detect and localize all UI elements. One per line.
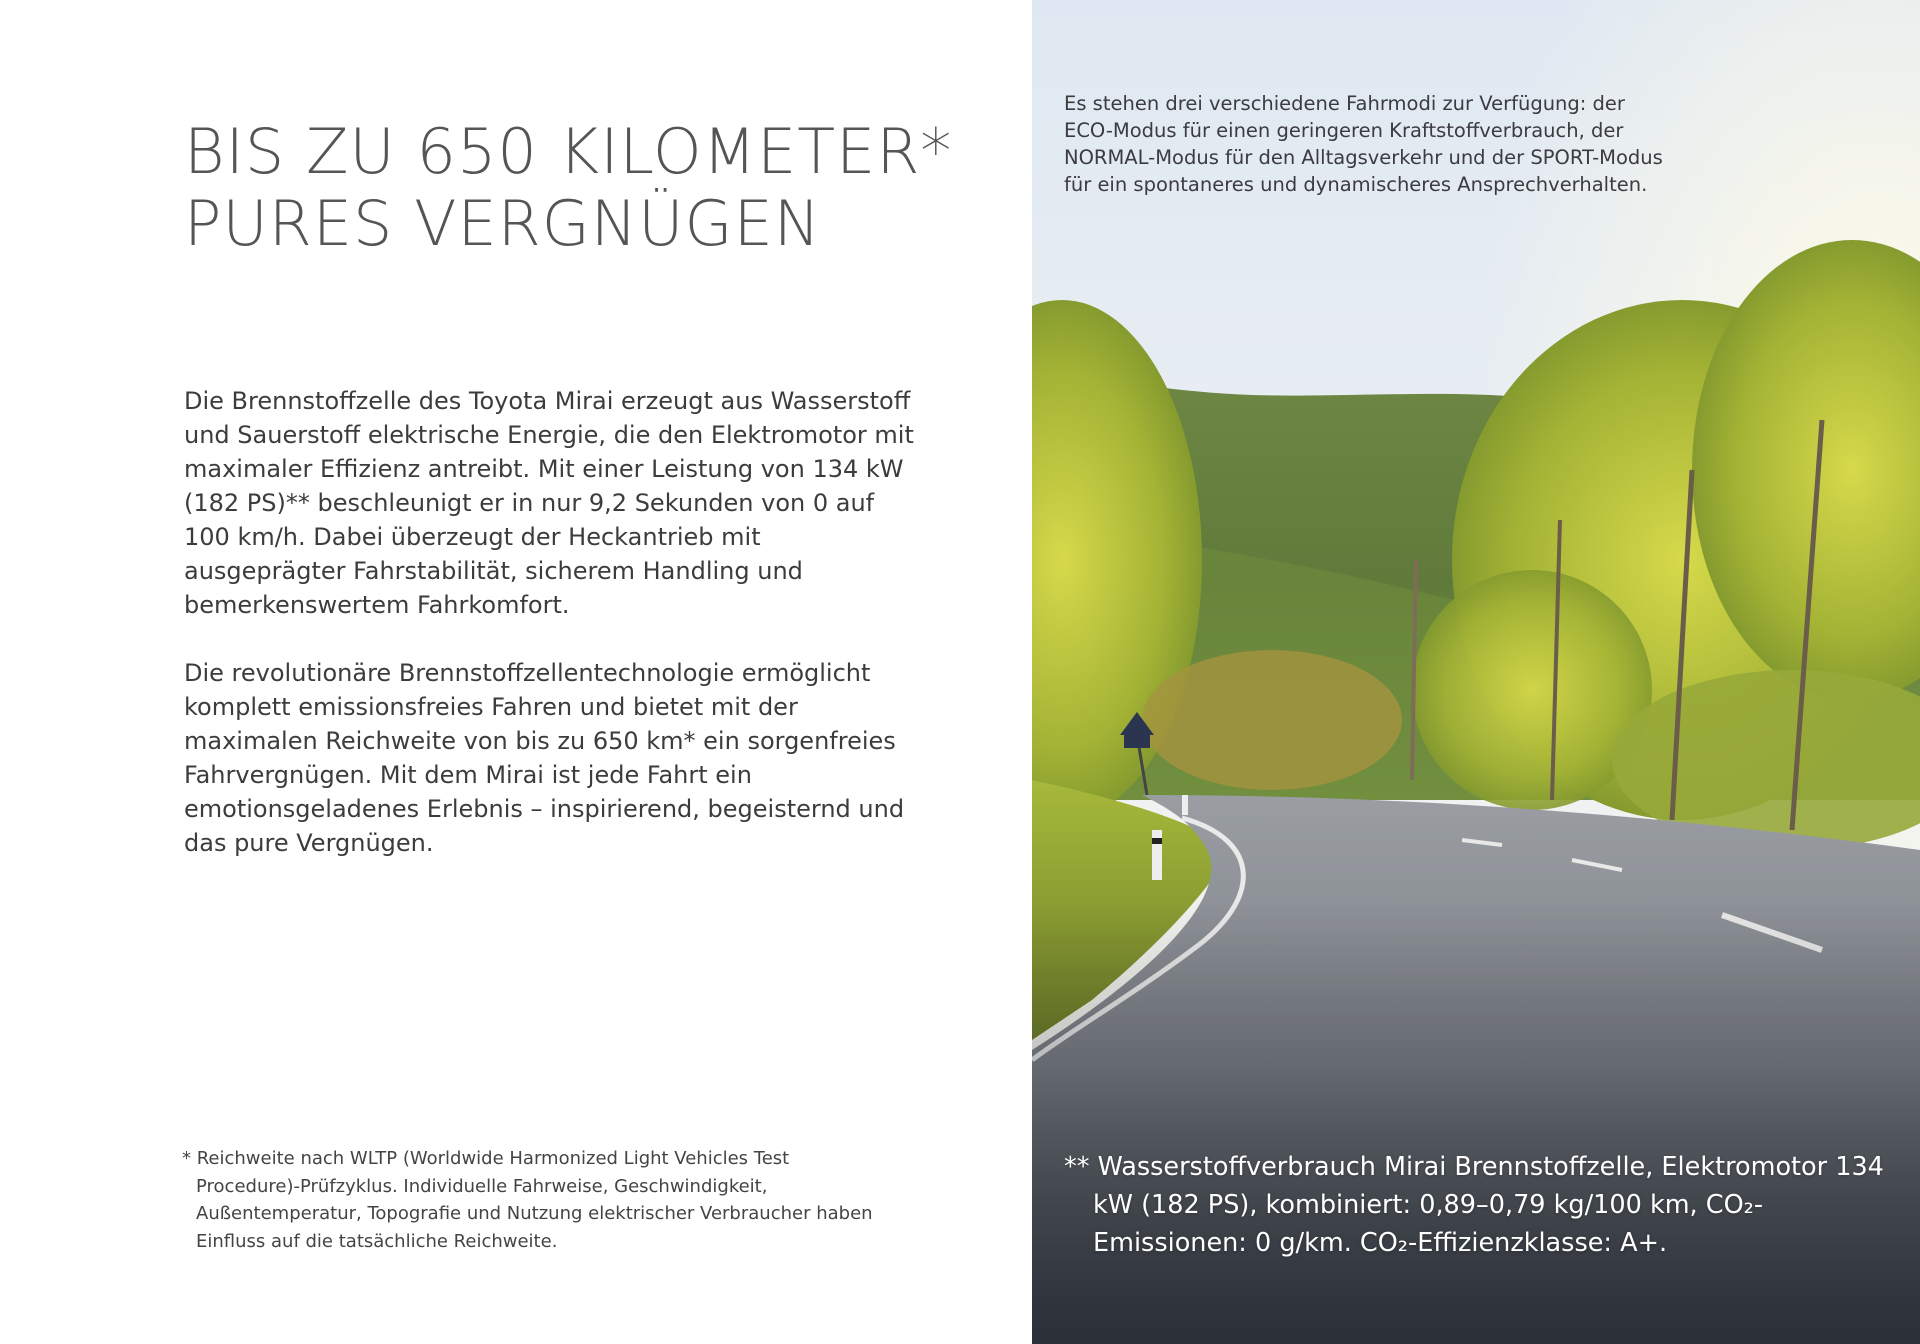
body-paragraph-1: Die Brennstoffzelle des Toyota Mirai erzeugt aus Wasserstoff und Sauerstoff elektrische Energie, die den Elektromotor mit maximaler Effizienz antreibt. Mit einer Leistung von 134 kW (182 PS)** beschleunigt er in nur 9,2 Sekunden von 0 auf 100 km/h. Dabei überzeugt der Heckantrieb mit ausgeprägter Fahrstabilität, sicherem Handling und bemerkenswertem Fahrkomfort. [184, 387, 914, 619]
body-copy [184, 384, 914, 860]
page-title [184, 116, 1004, 260]
landscape-illustration [1032, 0, 1920, 1344]
body-paragraph-2: Die revolutionäre Brennstoffzellentechnologie ermöglicht komplett emissionsfreies Fahren und bietet mit der maximalen Reichweite von bis zu 650 km* ein sorgenfreies Fahrvergnügen. Mit dem Mirai ist jede Fahrt ein emotionsgeladenes Erlebnis – inspirierend, begeisternd und das pure Vergnügen. [184, 659, 905, 857]
driving-modes-text: Es stehen drei verschiedene Fahrmodi zur Verfügung: der ECO-Modus für einen geringeren Kraftstoffverbrauch, der NORMAL-Modus für den Alltagsverkehr und der SPORT-Modus für ein spontaneres und dynamischeres Ansprechverhalten. [1064, 92, 1663, 196]
consumption-footnote: ** Wasserstoffverbrauch Mirai Brennstoffzelle, Elektromotor 134 kW (182 PS), kombiniert: 0,89–0,79 kg/100 km, CO₂-Emissionen: 0 g/km. CO₂-Effizienzklasse: A+. [1064, 1152, 1884, 1258]
title-line-1: BIS ZU 650 KILOMETER* [184, 115, 953, 188]
road-landscape-photo [1032, 0, 1920, 1344]
range-footnote: * Reichweite nach WLTP (Worldwide Harmonized Light Vehicles Test Procedure)-Prüfzyklus. Individuelle Fahrweise, Geschwindigkeit, Außentemperatur, Topografie und Nutzung elektrischer Verbraucher haben Einfluss auf die tatsächliche Reichweite. [182, 1148, 873, 1252]
title-line-2: PURES VERGNÜGEN [184, 187, 822, 260]
